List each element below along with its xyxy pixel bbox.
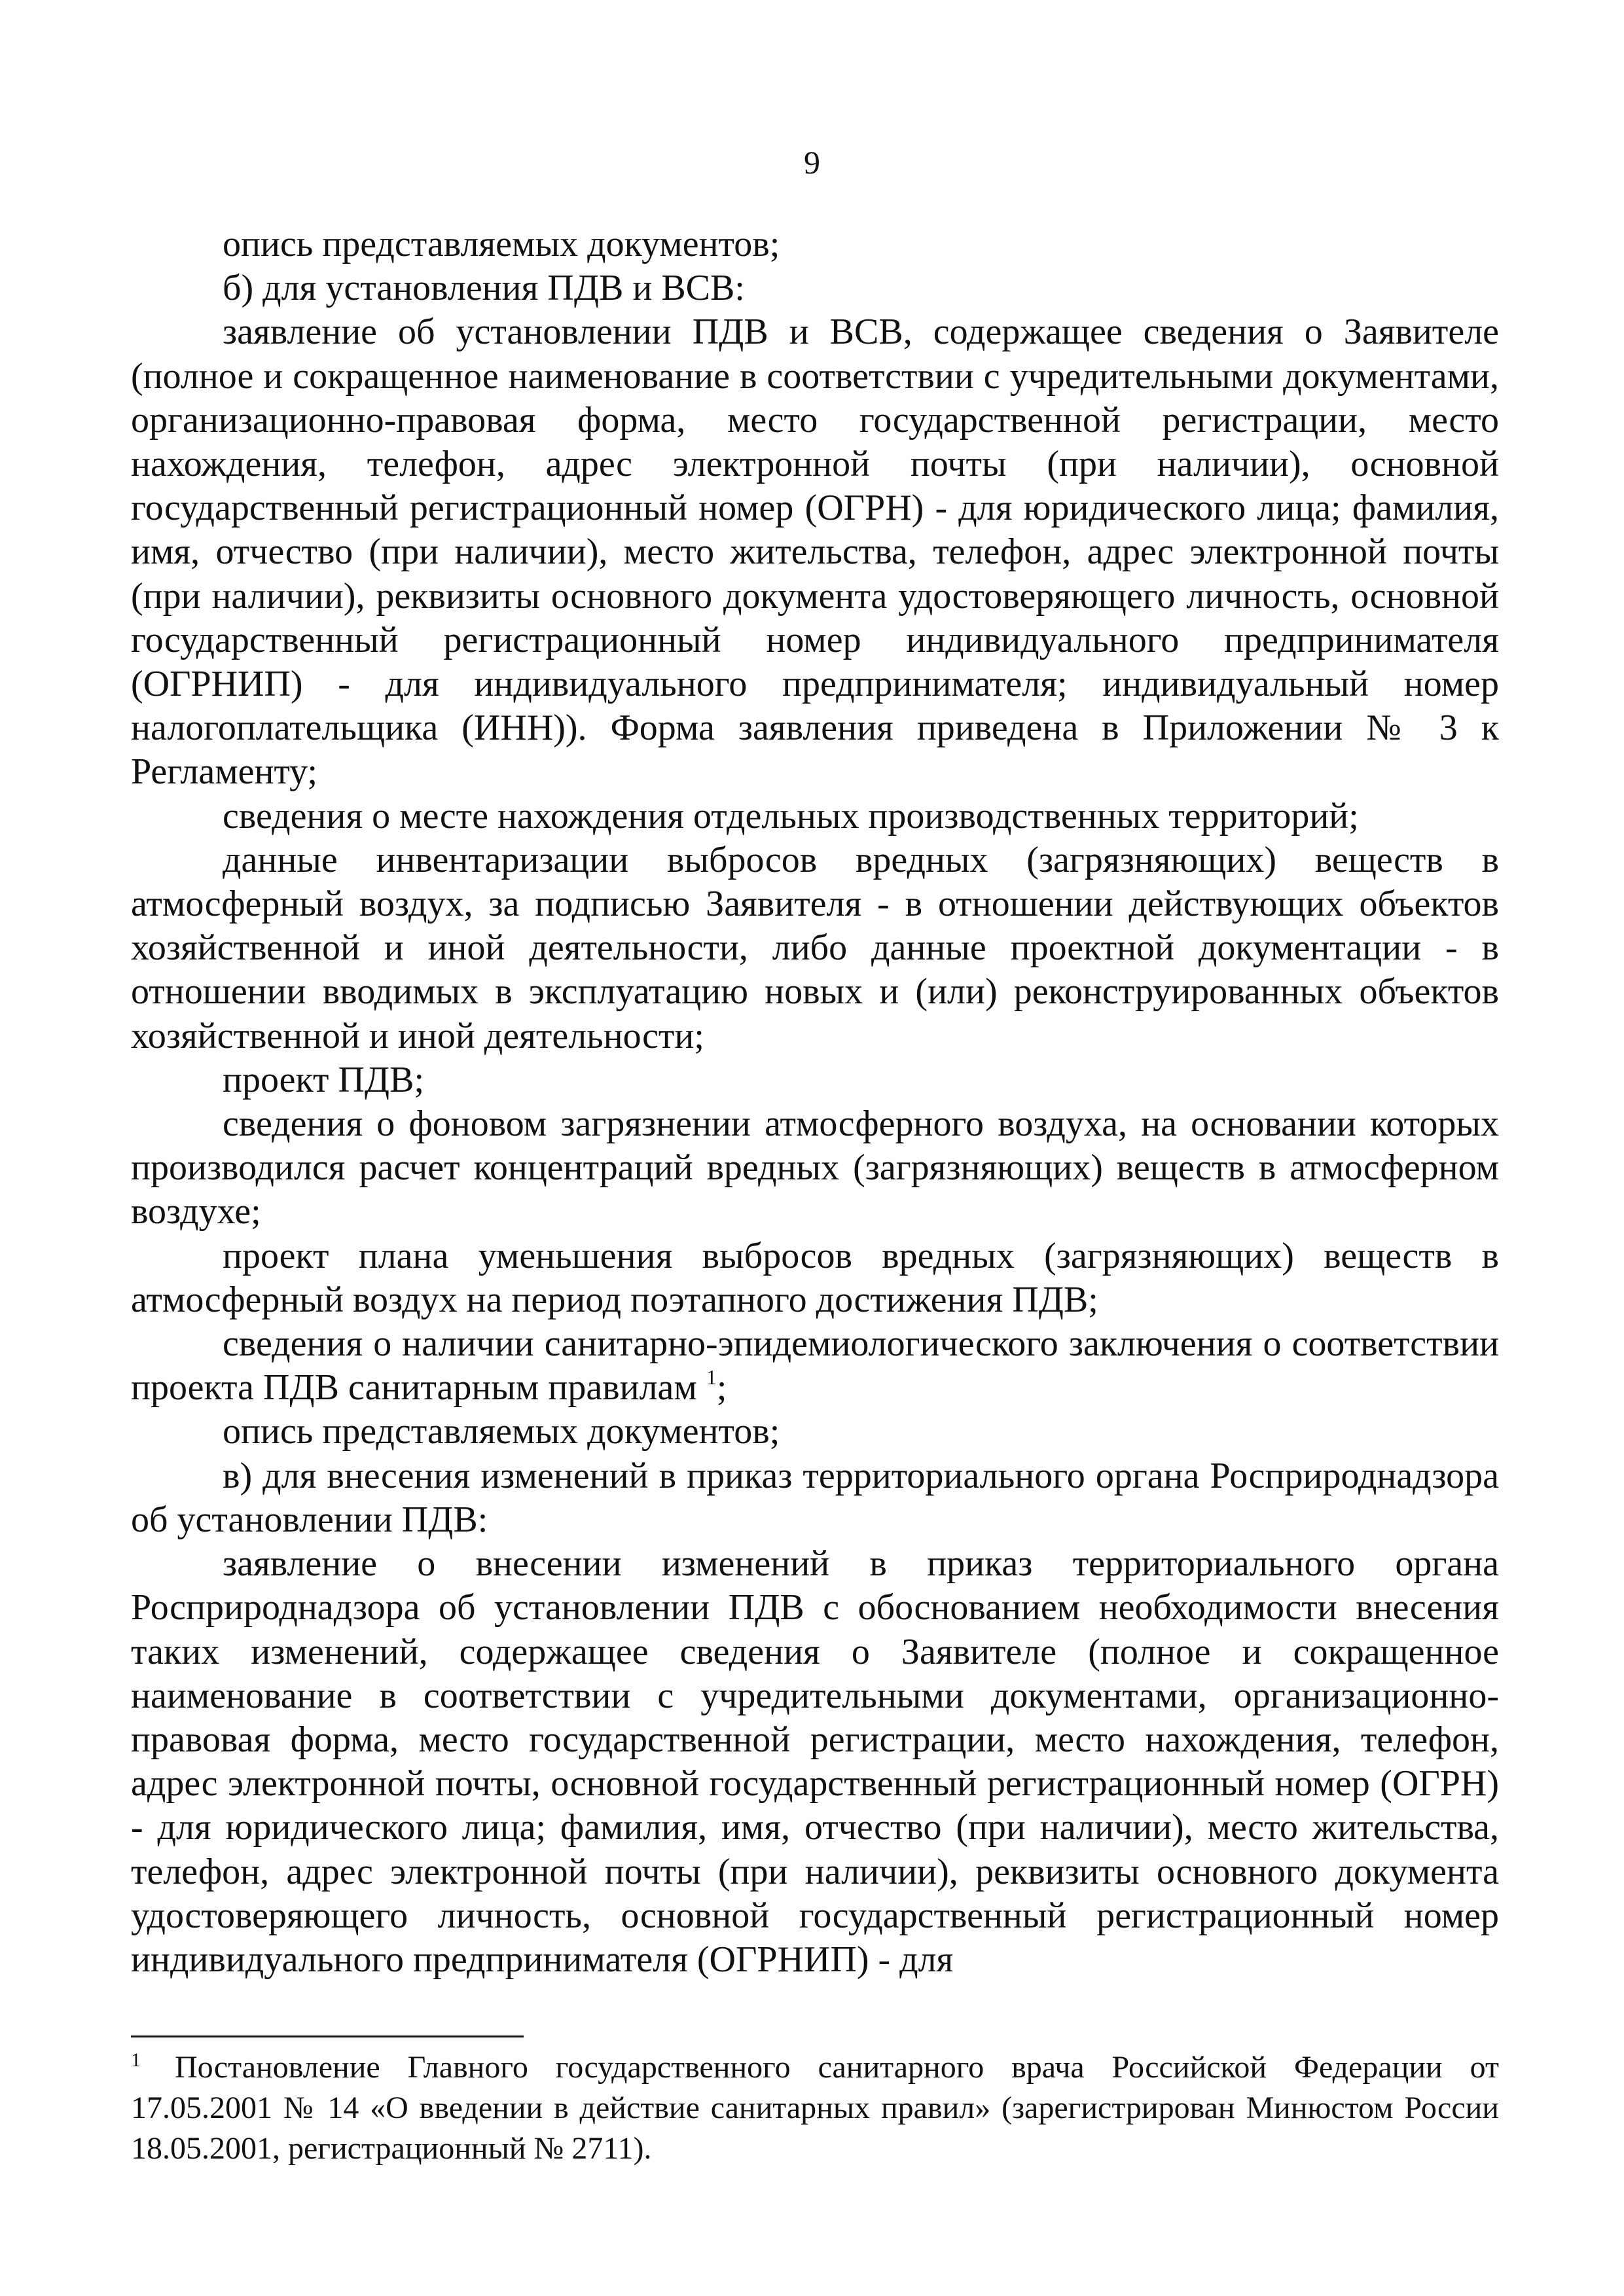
paragraph: заявление об установлении ПДВ и ВСВ, содержащее сведения о Заявителе (полное и сокращенное наименование в соответствии с учредительными документами, организационно-правовая форма, место государственной регистрации, место нахождения, телефон, адрес электронной почты (при наличии), основной государственный регистрационный номер (ОГРН) - для юридического лица; фамилия, имя, отчество (при наличии), место жительства, телефон, адрес электронной почты (при наличии), реквизиты основного документа удостоверяющего личность, основной государственный регистрационный номер индивидуального предпринимателя (ОГРНИП) - для индивидуального предпринимателя; индивидуальный номер налогоплательщика (ИНН)). Форма заявления приведена в Приложении № 3 к Регламенту; — [131, 312, 1499, 793]
paragraph: заявление о внесении изменений в приказ территориального органа Росприроднадзора об установлении ПДВ с обоснованием необходимости внесения таких изменений, содержащее сведения о Заявителе (полное и сокращенное наименование в соответствии с учредительными документами, организационно-правовая форма, место государственной регистрации, место нахождения, телефон, адрес электронной почты, основной государственный регистрационный номер (ОГРН) - для юридического лица; фамилия, имя, отчество (при наличии), место жительства, телефон, адрес электронной почты (при наличии), реквизиты основного документа удостоверяющего личность, основной государственный регистрационный номер индивидуального предпринимателя (ОГРНИП) - для — [131, 1543, 1499, 1980]
paragraph: опись представляемых документов; — [223, 224, 780, 264]
paragraph: проект ПДВ; — [223, 1059, 424, 1100]
paragraph: проект плана уменьшения выбросов вредных (загрязняющих) веществ в атмосферный воздух на период поэтапного достижения ПДВ; — [131, 1235, 1499, 1320]
footnote-reference-suffix: ; — [716, 1367, 727, 1408]
footnote-separator — [131, 2036, 524, 2037]
paragraph: б) для установления ПДВ и ВСВ: — [223, 268, 745, 309]
paragraph: данные инвентаризации выбросов вредных (загрязняющих) веществ в атмосферный воздух, за подписью Заявителя - в отношении действующих объектов хозяйственной и иной деятельности, либо данные проектной документации - в отношении вводимых в эксплуатацию новых и (или) реконструированных объектов хозяйственной и иной деятельности; — [131, 839, 1499, 1056]
footnote-marker: 1 — [131, 2049, 141, 2071]
paragraph: опись представляемых документов; — [223, 1411, 780, 1452]
paragraph: сведения о месте нахождения отдельных производственных территорий; — [223, 795, 1359, 836]
footnote — [131, 2047, 1499, 2169]
footnote-text: Постановление Главного государственного санитарного врача Российской Федерации от 17.05.2001 № 14 «О введении в действие санитарных правил» (зарегистрирован Минюстом России 18.05.2001, регистрационный № 2711). — [131, 2050, 1499, 2166]
paragraph: в) для внесения изменений в приказ территориального органа Росприроднадзора об установлении ПДВ: — [131, 1455, 1499, 1540]
paragraph-text: сведения о наличии санитарно-эпидемиологического заключения о соответствии проекта ПДВ санитарным правилам — [131, 1323, 1499, 1408]
paragraph-with-footnote — [131, 1322, 1499, 1410]
page-number: 9 — [804, 144, 820, 181]
paragraph: сведения о фоновом загрязнении атмосферного воздуха, на основании которых производился расчет концентраций вредных (загрязняющих) веществ в атмосферном воздухе; — [131, 1103, 1499, 1232]
document-body — [131, 223, 1499, 1982]
footnote-reference: 1 — [706, 1365, 717, 1389]
